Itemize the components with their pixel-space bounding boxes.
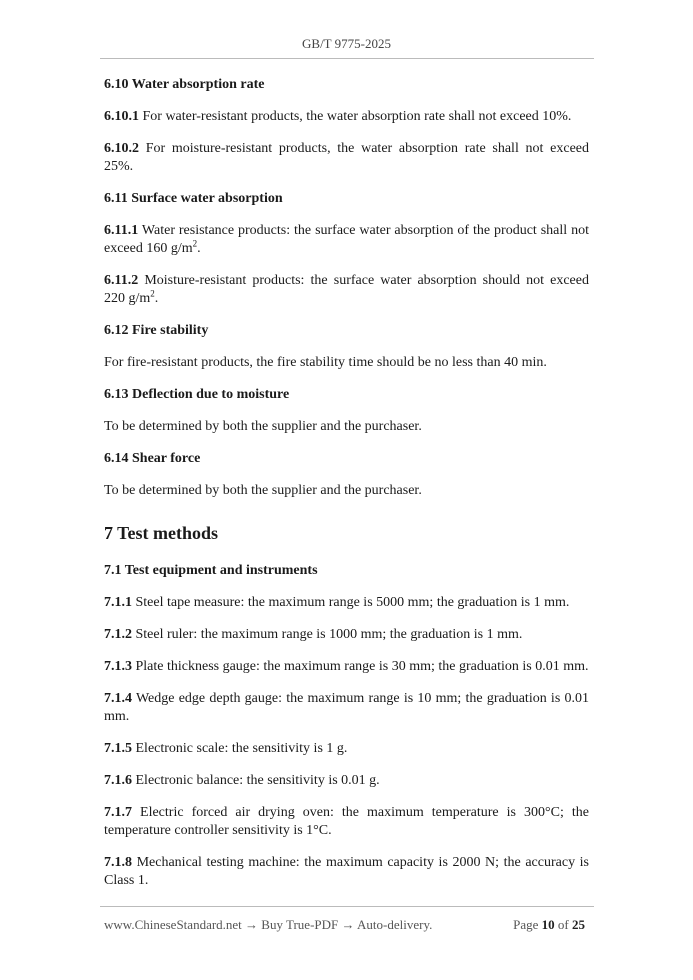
section-heading-6-13: 6.13 Deflection due to moisture <box>104 387 290 402</box>
clause-text: Electronic scale: the sensitivity is 1 g. <box>132 741 348 756</box>
footer-divider <box>100 906 594 907</box>
clause-number: 7.1.5 <box>104 741 132 756</box>
clause-7-1-3 <box>104 658 589 676</box>
clause-text: For water-resistant products, the water absorption rate shall not exceed 10%. <box>139 109 572 124</box>
clause-6-11-1 <box>104 222 589 258</box>
clause-7-1-4 <box>104 690 589 726</box>
clause-text: For moisture-resistant products, the water absorption rate shall not exceed 25%. <box>104 141 589 174</box>
clause-7-1-8 <box>104 854 589 890</box>
clause-number: 6.11.1 <box>104 223 139 238</box>
clause-end: . <box>197 241 201 256</box>
section-heading-6-10: 6.10 Water absorption rate <box>104 77 265 92</box>
paragraph-6-12: For fire-resistant products, the fire stability time should be no less than 40 min. <box>104 355 547 370</box>
section-heading-6-12: 6.12 Fire stability <box>104 323 209 338</box>
clause-7-1-6 <box>104 772 589 790</box>
clause-text: Plate thickness gauge: the maximum range is 30 mm; the graduation is 0.01 mm. <box>132 659 589 674</box>
clause-number: 6.10.1 <box>104 109 139 124</box>
paragraph-6-13: To be determined by both the supplier and the purchaser. <box>104 419 422 434</box>
superscript: 2 <box>192 238 198 249</box>
page-indicator <box>513 917 585 933</box>
page-header: GB/T 9775-2025 <box>302 36 391 51</box>
clause-number: 7.1.3 <box>104 659 132 674</box>
of-label: of <box>557 917 569 932</box>
paragraph-6-14: To be determined by both the supplier and the purchaser. <box>104 483 422 498</box>
clause-number: 7.1.2 <box>104 627 132 642</box>
clause-7-1-5 <box>104 740 589 758</box>
clause-number: 7.1.7 <box>104 805 132 820</box>
clause-text: Electronic balance: the sensitivity is 0.01 g. <box>132 773 380 788</box>
clause-6-11-2 <box>104 272 589 308</box>
section-heading-6-14: 6.14 Shear force <box>104 451 201 466</box>
header-divider <box>100 58 594 59</box>
clause-text: Water resistance products: the surface water absorption of the product shall not exceed 160 g/m <box>104 223 589 256</box>
clause-number: 7.1.1 <box>104 595 132 610</box>
clause-7-1-2 <box>104 626 589 644</box>
chapter-heading-7: 7 Test methods <box>104 523 219 543</box>
clause-number: 7.1.6 <box>104 773 132 788</box>
section-heading-6-11: 6.11 Surface water absorption <box>104 191 283 206</box>
page-label: Page <box>513 917 539 932</box>
clause-end: . <box>154 291 159 306</box>
clause-number: 7.1.8 <box>104 855 132 870</box>
clause-6-10-2 <box>104 140 589 176</box>
footer-link[interactable]: www.ChineseStandard.net → Buy True-PDF → Auto-delivery. <box>104 917 433 932</box>
clause-text: Wedge edge depth gauge: the maximum range is 10 mm; the graduation is 0.01 mm. <box>104 691 589 724</box>
page-content <box>104 76 589 904</box>
page-number: 10 <box>541 917 555 932</box>
clause-6-10-1 <box>104 108 589 126</box>
superscript: 2 <box>150 288 155 299</box>
clause-text: Moisture-resistant products: the surface water absorption should not exceed 220 g/m <box>104 273 589 306</box>
section-heading-7-1: 7.1 Test equipment and instruments <box>104 563 318 578</box>
clause-number: 6.11.2 <box>104 273 139 288</box>
clause-text: Steel ruler: the maximum range is 1000 mm; the graduation is 1 mm. <box>132 627 523 642</box>
clause-7-1-7 <box>104 804 589 840</box>
clause-number: 7.1.4 <box>104 691 132 706</box>
clause-text: Mechanical testing machine: the maximum capacity is 2000 N; the accuracy is Class 1. <box>104 855 589 888</box>
total-pages: 25 <box>572 917 585 932</box>
clause-7-1-1 <box>104 594 589 612</box>
clause-text: Steel tape measure: the maximum range is 5000 mm; the graduation is 1 mm. <box>132 595 570 610</box>
clause-number: 6.10.2 <box>104 141 139 156</box>
clause-text: Electric forced air drying oven: the maximum temperature is 300°C; the temperature controller sensitivity is 1°C. <box>104 805 589 838</box>
